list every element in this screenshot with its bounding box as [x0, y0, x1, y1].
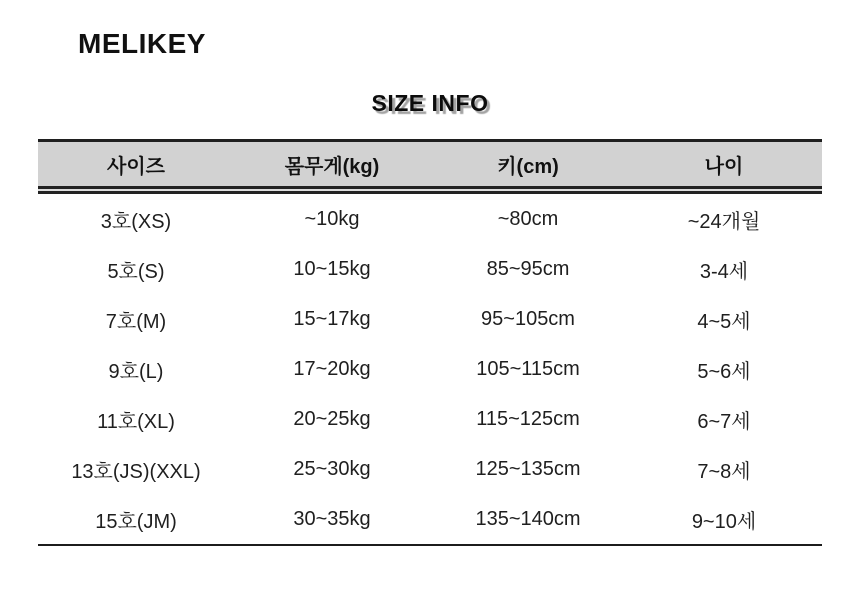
cell-size: 7호(M) [105, 310, 167, 333]
table-row [38, 244, 822, 294]
cell-size: 13호(JS)(XXL) [71, 460, 201, 483]
cell-age: 9~10세 [691, 510, 757, 533]
cell-weight: 30~35kg [293, 507, 371, 530]
header-size: 사이즈 [107, 155, 165, 178]
cell-height: 95~105cm [481, 307, 575, 330]
cell-size: 5호(S) [107, 260, 165, 283]
cell-height: 135~140cm [475, 507, 581, 530]
header-double-rule [38, 186, 822, 194]
header-weight: 몸무게(kg) [284, 155, 380, 178]
cell-age: 3-4세 [699, 260, 749, 283]
table-body [38, 194, 822, 546]
cell-height: 115~125cm [476, 407, 580, 430]
cell-age: 7~8세 [697, 460, 751, 483]
table-row [38, 494, 822, 544]
cell-size: 9호(L) [108, 360, 164, 383]
page-title: SIZE INFO [371, 90, 489, 116]
cell-age: 4~5세 [697, 310, 751, 333]
cell-size: 15호(JM) [95, 510, 177, 533]
cell-size: 11호(XL) [97, 410, 175, 433]
table-row [38, 444, 822, 494]
cell-age: ~24개월 [687, 210, 761, 233]
cell-weight: 15~17kg [293, 307, 371, 330]
table-row [38, 294, 822, 344]
size-table [38, 139, 822, 546]
brand-logo: MELIKEY [78, 28, 206, 59]
cell-age: 5~6세 [697, 360, 751, 383]
table-row [38, 194, 822, 244]
cell-height: 105~115cm [476, 357, 580, 380]
header-age: 나이 [704, 155, 744, 178]
table-row [38, 344, 822, 394]
header-height: 키(cm) [497, 155, 559, 178]
cell-weight: 25~30kg [293, 457, 371, 480]
cell-weight: 10~15kg [293, 257, 371, 280]
cell-height: ~80cm [497, 207, 559, 230]
cell-height: 85~95cm [486, 257, 570, 280]
cell-age: 6~7세 [697, 410, 751, 433]
table-header-row [38, 139, 822, 186]
cell-size: 3호(XS) [100, 210, 172, 233]
cell-weight: 17~20kg [293, 357, 371, 380]
cell-weight: 20~25kg [293, 407, 371, 430]
table-row [38, 394, 822, 444]
cell-weight: ~10kg [304, 207, 360, 230]
cell-height: 125~135cm [475, 457, 581, 480]
